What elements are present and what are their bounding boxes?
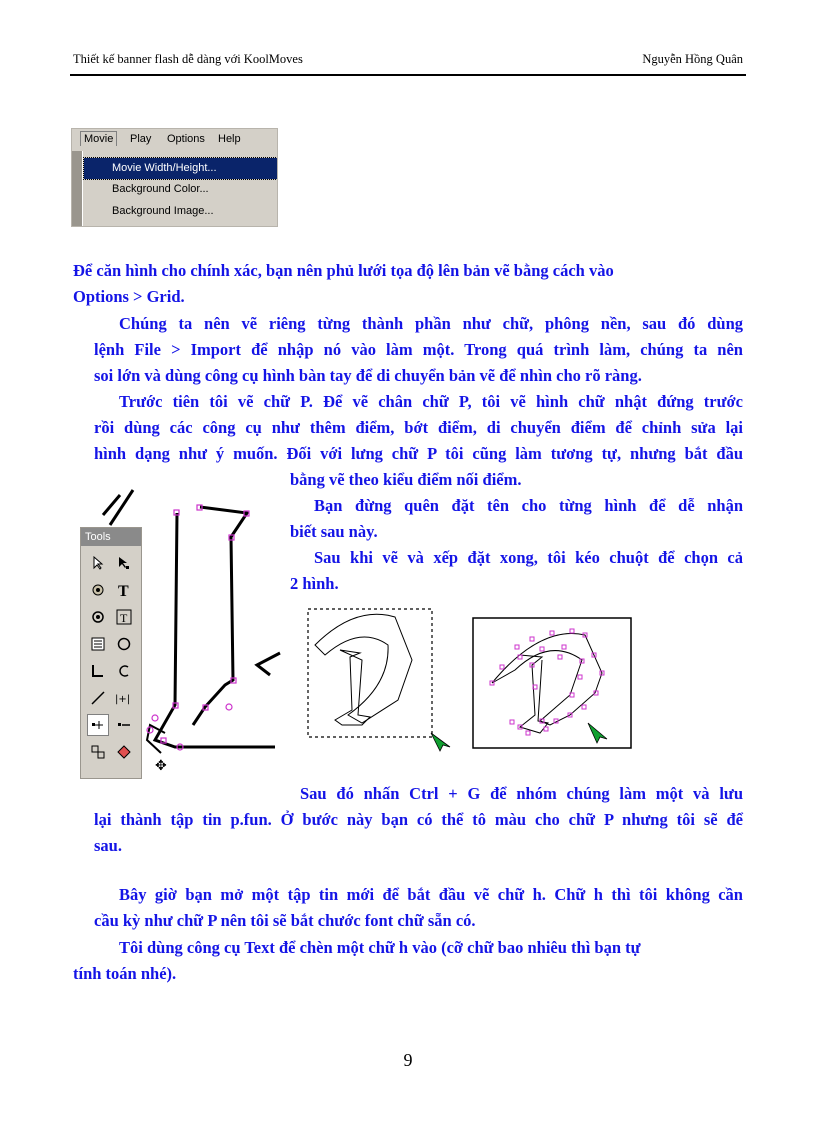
rectangle-icon xyxy=(87,660,109,682)
para-1-line-1: Để căn hình cho chính xác, bạn nên phủ lưới tọa độ lên bản vẽ bằng cách vào xyxy=(73,261,614,280)
delete-point-icon xyxy=(113,714,135,736)
transform-icon xyxy=(87,741,109,763)
insert-icon xyxy=(113,687,135,709)
header-author: Nguyễn Hồng Quân xyxy=(642,52,743,66)
para-2-line-3: soi lớn và dùng công cụ hình bàn tay để di chuyển bản vẽ để nhìn cho rõ ràng. xyxy=(94,366,642,385)
p-selection-figure xyxy=(300,605,460,755)
text-frame-icon xyxy=(113,606,135,628)
header-rule xyxy=(70,74,746,76)
reshape-icon xyxy=(87,606,109,628)
movie-menu-screenshot xyxy=(71,128,278,227)
tools-palette xyxy=(80,527,142,779)
para-6-line-3: sau. xyxy=(94,836,122,855)
page-number: 9 xyxy=(403,1050,413,1070)
hand-icon xyxy=(87,579,109,601)
curve-icon xyxy=(113,660,135,682)
tools-title: Tools xyxy=(81,528,141,546)
fill-icon xyxy=(113,741,135,763)
svg-text:T: T xyxy=(118,583,129,598)
para-3-line-3: hình dạng như ý muốn. Đối với lưng chữ P tôi cũng làm tương tự, nhưng bắt đầu xyxy=(94,444,743,463)
para-6-line-1: Sau đó nhấn Ctrl + G để nhóm chúng làm một và lưu xyxy=(300,784,743,803)
menu-options: Options xyxy=(167,133,205,145)
svg-text:T: T xyxy=(120,611,128,625)
para-4-line-2: biết sau này. xyxy=(290,522,378,541)
svg-text:✥: ✥ xyxy=(155,758,167,774)
list-icon xyxy=(87,633,109,655)
menubar xyxy=(72,129,278,151)
para-3-line-2: rồi dùng các công cụ như thêm điểm, bớt điểm, di chuyển điểm để chỉnh sửa lại xyxy=(94,418,743,437)
p-anchor-points-figure xyxy=(470,615,640,755)
menu-item-width-height: Movie Width/Height... xyxy=(84,158,277,179)
para-6-line-2: lại thành tập tin p.fun. Ở bước này bạn có thể tô màu cho chữ P nhưng tôi sẽ để xyxy=(94,810,743,829)
line-icon xyxy=(87,687,109,709)
text-icon xyxy=(113,579,135,601)
para-2-line-2: lệnh File > Import để nhập nó vào làm một. Trong quá trình làm, chúng ta nên xyxy=(94,340,743,359)
menu-item-bg-color: Background Color... xyxy=(112,183,209,195)
subselect-icon xyxy=(113,552,135,574)
para-5-line-2: 2 hình. xyxy=(290,574,339,593)
para-7-line-2: cầu kỳ như chữ P nên tôi sẽ bắt chước font chữ sẵn có. xyxy=(94,911,476,930)
window-edge xyxy=(72,151,82,227)
arrow-select-icon xyxy=(87,552,109,574)
para-1-line-2: Options > Grid. xyxy=(73,287,185,306)
para-4-line-1: Bạn đừng quên đặt tên cho từng hình để dễ nhận xyxy=(314,496,743,515)
para-5-line-1: Sau khi vẽ và xếp đặt xong, tôi kéo chuột để chọn cả xyxy=(314,548,743,567)
para-8-line-1: Tôi dùng công cụ Text để chèn một chữ h vào (cỡ chữ bao nhiêu thì bạn tự xyxy=(119,938,641,957)
para-7-line-1: Bây giờ bạn mở một tập tin mới để bắt đầu vẽ chữ h. Chữ h thì tôi không cần xyxy=(119,885,743,904)
menu-help: Help xyxy=(218,133,241,145)
para-3-line-4: bằng vẽ theo kiểu điểm nối điểm. xyxy=(290,470,522,489)
movie-dropdown xyxy=(82,151,278,227)
menu-play: Play xyxy=(130,133,152,145)
svg-text:|+|: |+| xyxy=(115,694,131,705)
para-3-line-1: Trước tiên tôi vẽ chữ P. Để vẽ chân chữ P, tôi vẽ hình chữ nhật đứng trước xyxy=(119,392,743,411)
header-title: Thiết kế banner flash dễ dàng với KoolMoves xyxy=(73,52,303,66)
menu-movie: Movie xyxy=(80,131,117,146)
para-8-line-2: tính toán nhé). xyxy=(73,964,177,983)
menu-item-bg-image: Background Image... xyxy=(112,205,214,217)
oval-icon xyxy=(113,633,135,655)
para-2-line-1: Chúng ta nên vẽ riêng từng thành phần như chữ, phông nền, sau đó dùng xyxy=(119,314,743,333)
add-point-icon xyxy=(87,714,109,736)
